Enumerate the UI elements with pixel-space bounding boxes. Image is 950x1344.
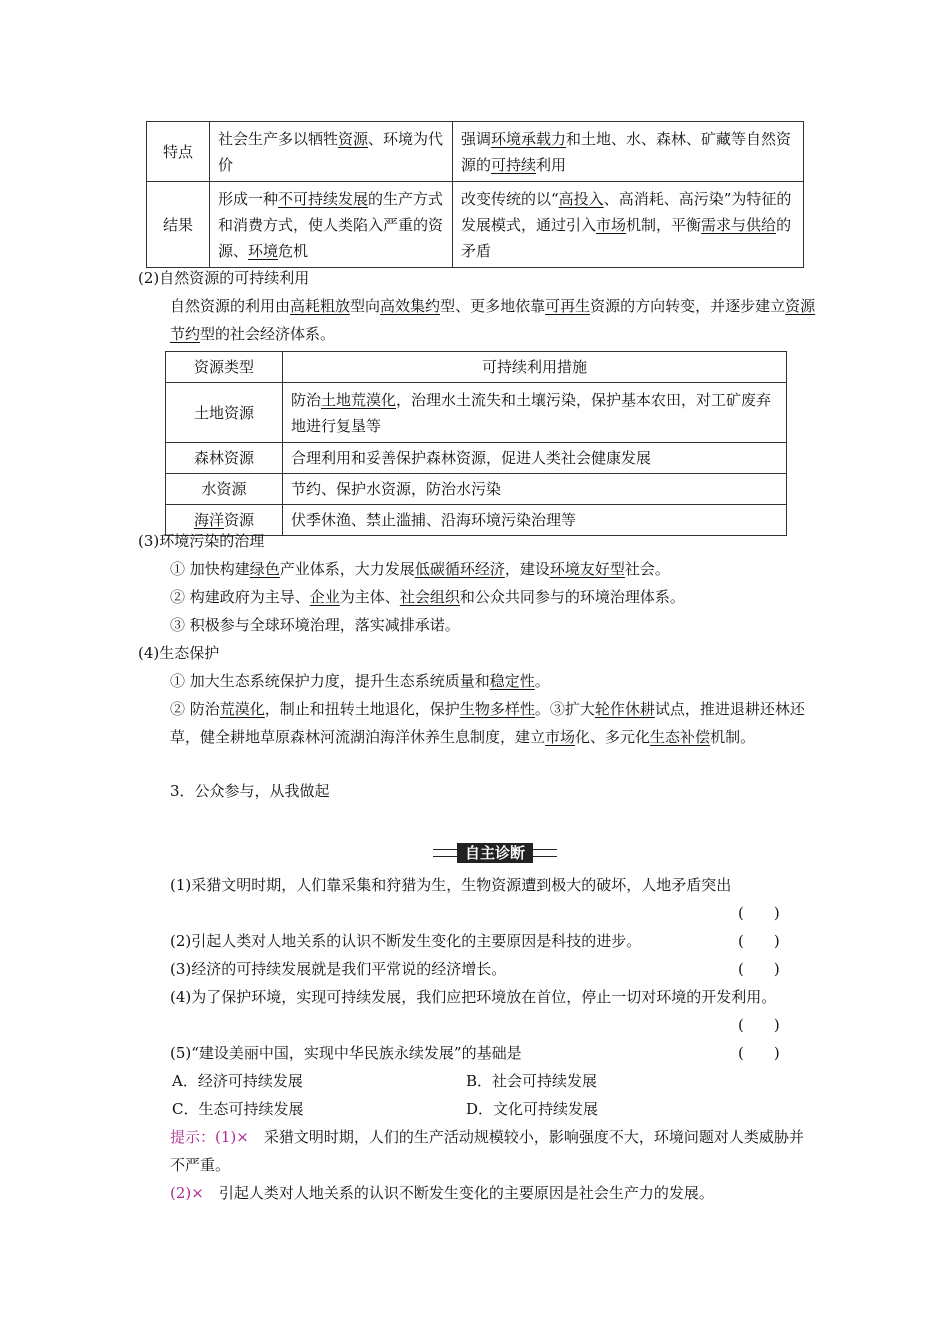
table-row: [166, 383, 787, 443]
paragraph: 自然资源的利用由高耗粗放型向高效集约型、更多地依靠可再生资源的方向转变，并逐步建立资源节约型的社会经济体系。: [170, 297, 816, 343]
hint-mark: (1)×: [215, 1128, 249, 1146]
banner-decoration: [433, 849, 457, 857]
section-heading: (2)自然资源的可持续利用: [138, 269, 310, 287]
row-key: 结果: [147, 182, 210, 268]
section-heading: (3)环境污染的治理: [138, 532, 265, 550]
table-row: [147, 122, 804, 182]
answer-paren: ( ): [738, 960, 780, 978]
question: (5)“建设美丽中国，实现中华民族永续发展”的基础是: [170, 1044, 522, 1062]
table-cell: 节约、保护水资源，防治水污染: [283, 474, 787, 505]
section-heading: (4)生态保护: [138, 644, 220, 662]
row-key: 土地资源: [166, 383, 283, 443]
section-banner: [433, 842, 557, 864]
row-key: 森林资源: [166, 443, 283, 474]
option-b: B．社会可持续发展: [466, 1072, 598, 1090]
row-key: 水资源: [166, 474, 283, 505]
list-item: ① 加大生态系统保护力度，提升生态系统质量和稳定性。: [170, 672, 550, 690]
table-cell: 强调环境承载力和土地、水、森林、矿藏等自然资源的可持续利用: [453, 122, 804, 182]
row-key: 海洋资源: [166, 505, 283, 536]
hint-2: (2)× 引起人类对人地关系的认识不断发生变化的主要原因是社会生产力的发展。: [170, 1184, 714, 1202]
answer-paren: ( ): [738, 1016, 780, 1034]
row-key: 特点: [147, 122, 210, 182]
banner-title: 自主诊断: [457, 843, 533, 863]
comparison-table: [146, 121, 804, 268]
list-item: ③ 积极参与全球环境治理，落实减排承诺。: [170, 616, 460, 634]
banner-decoration: [533, 849, 557, 857]
answer-paren: ( ): [738, 932, 780, 950]
answer-paren: ( ): [738, 1044, 780, 1062]
table-cell: 形成一种不可持续发展的生产方式和消费方式，使人类陷入严重的资源、环境危机: [210, 182, 453, 268]
question: (4)为了保护环境，实现可持续发展，我们应把环境放在首位，停止一切对环境的开发利用。: [170, 988, 777, 1006]
question: (1)采猎文明时期，人们靠采集和狩猎为生，生物资源遭到极大的破坏，人地矛盾突出: [170, 876, 732, 894]
section-heading: 3．公众参与，从我做起: [170, 782, 330, 800]
option-a: A．经济可持续发展: [172, 1072, 303, 1090]
table-cell: 社会生产多以牺牲资源、环境为代价: [210, 122, 453, 182]
table-header-row: [166, 352, 787, 383]
table-cell: 伏季休渔、禁止滥捕、沿海环境污染治理等: [283, 505, 787, 536]
table-cell: 防治土地荒漠化，治理水土流失和土壤污染，保护基本农田，对工矿废弃地进行复垦等: [283, 383, 787, 443]
option-d: D．文化可持续发展: [466, 1100, 599, 1118]
table-cell: 合理利用和妥善保护森林资源，促进人类社会健康发展: [283, 443, 787, 474]
list-item: ① 加快构建绿色产业体系，大力发展低碳循环经济，建设环境友好型社会。: [170, 560, 670, 578]
table-row: [166, 443, 787, 474]
table-row: [166, 474, 787, 505]
list-item: ② 防治荒漠化，制止和扭转土地退化，保护生物多样性。③扩大轮作休耕试点，推进退耕还林还草，健全耕地草原森林河流湖泊海洋休养生息制度，建立市场化、多元化生态补偿机制。: [170, 700, 805, 746]
option-c: C．生态可持续发展: [172, 1100, 304, 1118]
answer-paren: ( ): [738, 904, 780, 922]
table-row: [147, 182, 804, 268]
hint-mark: (2)×: [170, 1184, 204, 1202]
question: (3)经济的可持续发展就是我们平常说的经济增长。: [170, 960, 507, 978]
hint-1: 提示：(1)× 采猎文明时期，人们的生产活动规模较小，影响强度不大，环境问题对人类威胁并不严重。: [170, 1128, 804, 1174]
table-cell: 改变传统的以“高投入、高消耗、高污染”为特征的发展模式，通过引入市场机制，平衡需求与供给的矛盾: [453, 182, 804, 268]
column-header: 可持续利用措施: [283, 352, 787, 383]
list-item: ② 构建政府为主导、企业为主体、社会组织和公众共同参与的环境治理体系。: [170, 588, 685, 606]
column-header: 资源类型: [166, 352, 283, 383]
resource-table: [165, 351, 787, 536]
question: (2)引起人类对人地关系的认识不断发生变化的主要原因是科技的进步。: [170, 932, 642, 950]
hint-label: 提示：: [170, 1128, 216, 1146]
